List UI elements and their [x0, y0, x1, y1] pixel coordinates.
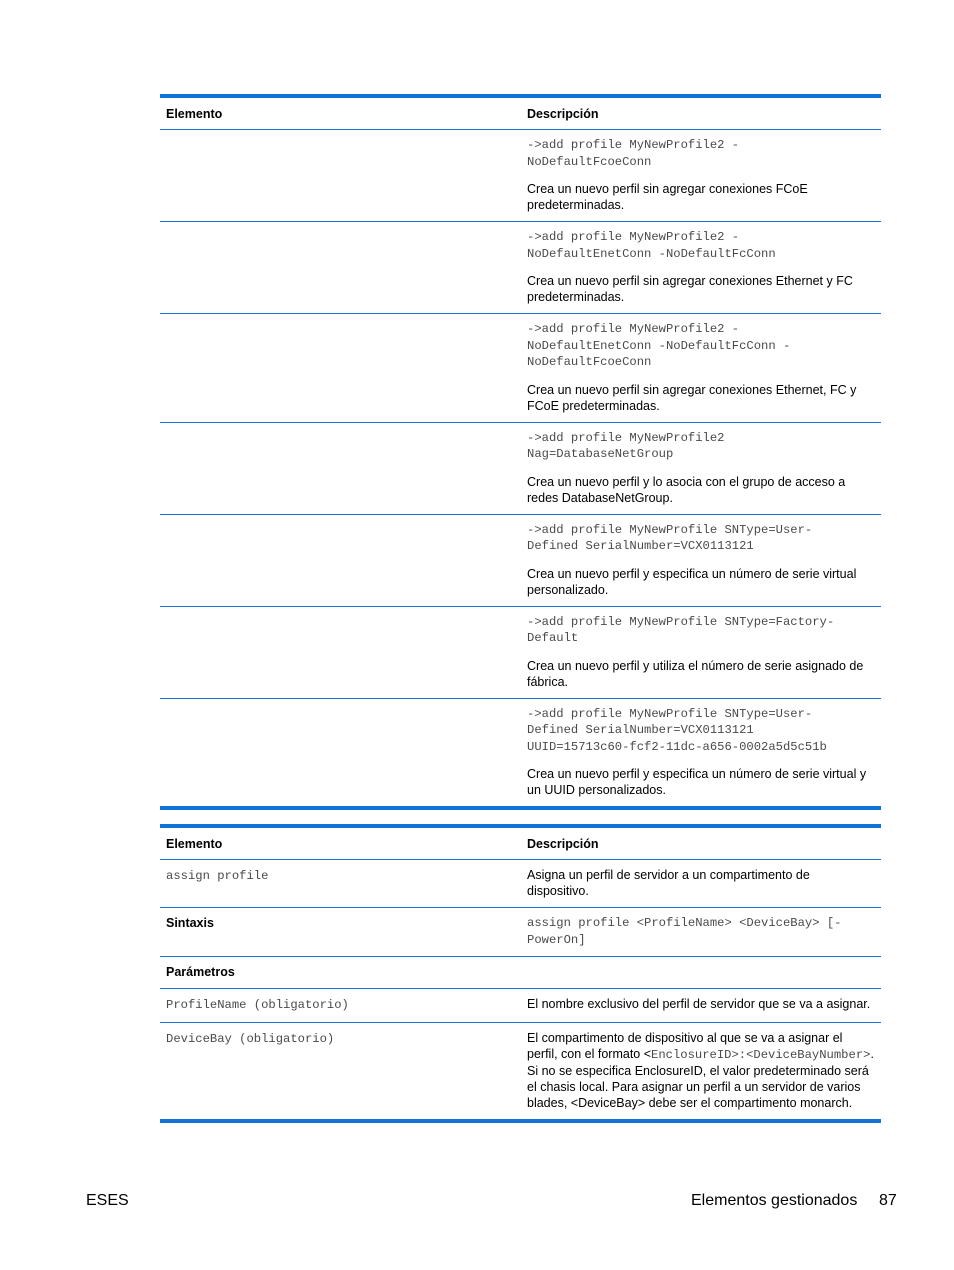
assign-profile-table [160, 824, 881, 1123]
elemento-cell [160, 514, 521, 606]
command-example: ->add profile MyNewProfile SNType=User- Defined SerialNumber=VCX0113121 UUID=15713c60-fcf2-11dc-a656-0002a5d5c51b [527, 706, 827, 754]
table-row [160, 908, 881, 957]
example-description: Crea un nuevo perfil y especifica un número de serie virtual y un UUID personalizados. [527, 767, 867, 797]
table-header-row [160, 96, 881, 130]
header-descripcion: Descripción [521, 96, 881, 130]
table-row [160, 860, 881, 908]
table-row [160, 422, 881, 514]
syntax-code: assign profile <ProfileName> <DeviceBay> [- PowerOn] [527, 916, 842, 947]
command-example: ->add profile MyNewProfile2 - NoDefaultEnetConn -NoDefaultFcConn [527, 230, 776, 261]
elemento-cell [160, 860, 521, 908]
page-number: 87 [879, 1192, 897, 1209]
param-desc-part-b: . Si no se especifica EnclosureID, el valor predeterminado será el chasis local. Para asignar un perfil a un servidor de varios blades, <DeviceBay> debe ser el compartimento monarch. [527, 1046, 874, 1110]
table-row [160, 222, 881, 314]
example-description: Crea un nuevo perfil y lo asocia con el grupo de acceso a redes DatabaseNetGroup. [527, 474, 846, 505]
command-example: ->add profile MyNewProfile2 Nag=DatabaseNetGroup [527, 430, 725, 461]
descripcion-cell [521, 698, 881, 808]
descripcion-cell [521, 1022, 881, 1121]
descripcion-cell: Asigna un perfil de servidor a un compartimento de dispositivo. [527, 868, 810, 898]
elemento-cell [160, 422, 521, 514]
header-descripcion: Descripción [521, 826, 881, 860]
descripcion-cell [521, 422, 881, 514]
example-description: Crea un nuevo perfil sin agregar conexiones Ethernet y FC predeterminadas. [527, 274, 853, 304]
descripcion-cell [521, 314, 881, 423]
table-row [160, 1022, 881, 1121]
descripcion-cell [521, 908, 881, 957]
command-example: ->add profile MyNewProfile2 - NoDefaultFcoeConn [527, 138, 740, 169]
format-code: EnclosureID>:<DeviceBayNumber> [651, 1047, 871, 1062]
elemento-cell [160, 606, 521, 698]
elemento-cell [160, 989, 521, 1023]
header-elemento: Elemento [160, 826, 521, 860]
table-row [160, 989, 881, 1023]
elemento-cell [160, 314, 521, 423]
param-desc-lt: < [643, 1046, 652, 1061]
elemento-cell [160, 1022, 521, 1121]
footer-locale: ESES [86, 1192, 129, 1209]
table-row [160, 130, 881, 222]
table-row [160, 514, 881, 606]
sintaxis-label: Sintaxis [160, 908, 521, 957]
descripcion-cell: El nombre exclusivo del perfil de servidor que se va a asignar. [521, 989, 881, 1023]
command-example: ->add profile MyNewProfile2 - NoDefaultEnetConn -NoDefaultFcConn - NoDefaultFcoeConn [527, 322, 791, 369]
table-header-row [160, 826, 881, 860]
header-elemento: Elemento [160, 96, 521, 130]
table-row [160, 606, 881, 698]
param-name: DeviceBay (obligatorio) [166, 1031, 335, 1046]
descripcion-cell [521, 514, 881, 606]
example-description: Crea un nuevo perfil sin agregar conexiones FCoE predeterminadas. [527, 182, 808, 212]
example-description: Crea un nuevo perfil y utiliza el número de serie asignado de fábrica. [527, 658, 864, 689]
table-row [160, 957, 881, 989]
command-name: assign profile [166, 869, 269, 883]
command-example: ->add profile MyNewProfile SNType=Factory- Default [527, 614, 835, 645]
example-description: Crea un nuevo perfil y especifica un número de serie virtual personalizado. [527, 566, 857, 597]
elemento-cell [160, 222, 521, 314]
descripcion-cell [521, 130, 881, 222]
table-row [160, 314, 881, 423]
parametros-label: Parámetros [160, 957, 521, 989]
command-example: ->add profile MyNewProfile SNType=User- Defined SerialNumber=VCX0113121 [527, 522, 813, 553]
examples-table [160, 94, 881, 810]
descripcion-cell [521, 957, 881, 989]
footer-section-title: Elementos gestionados [691, 1192, 858, 1209]
param-desc-part-a: El compartimento de dispositivo al que se va a asignar el perfil, con el formato [527, 1030, 843, 1061]
table-row [160, 698, 881, 808]
descripcion-cell [521, 222, 881, 314]
elemento-cell [160, 698, 521, 808]
param-name: ProfileName (obligatorio) [166, 998, 349, 1012]
descripcion-cell [521, 606, 881, 698]
elemento-cell [160, 130, 521, 222]
example-description: Crea un nuevo perfil sin agregar conexiones Ethernet, FC y FCoE predeterminadas. [527, 382, 857, 413]
